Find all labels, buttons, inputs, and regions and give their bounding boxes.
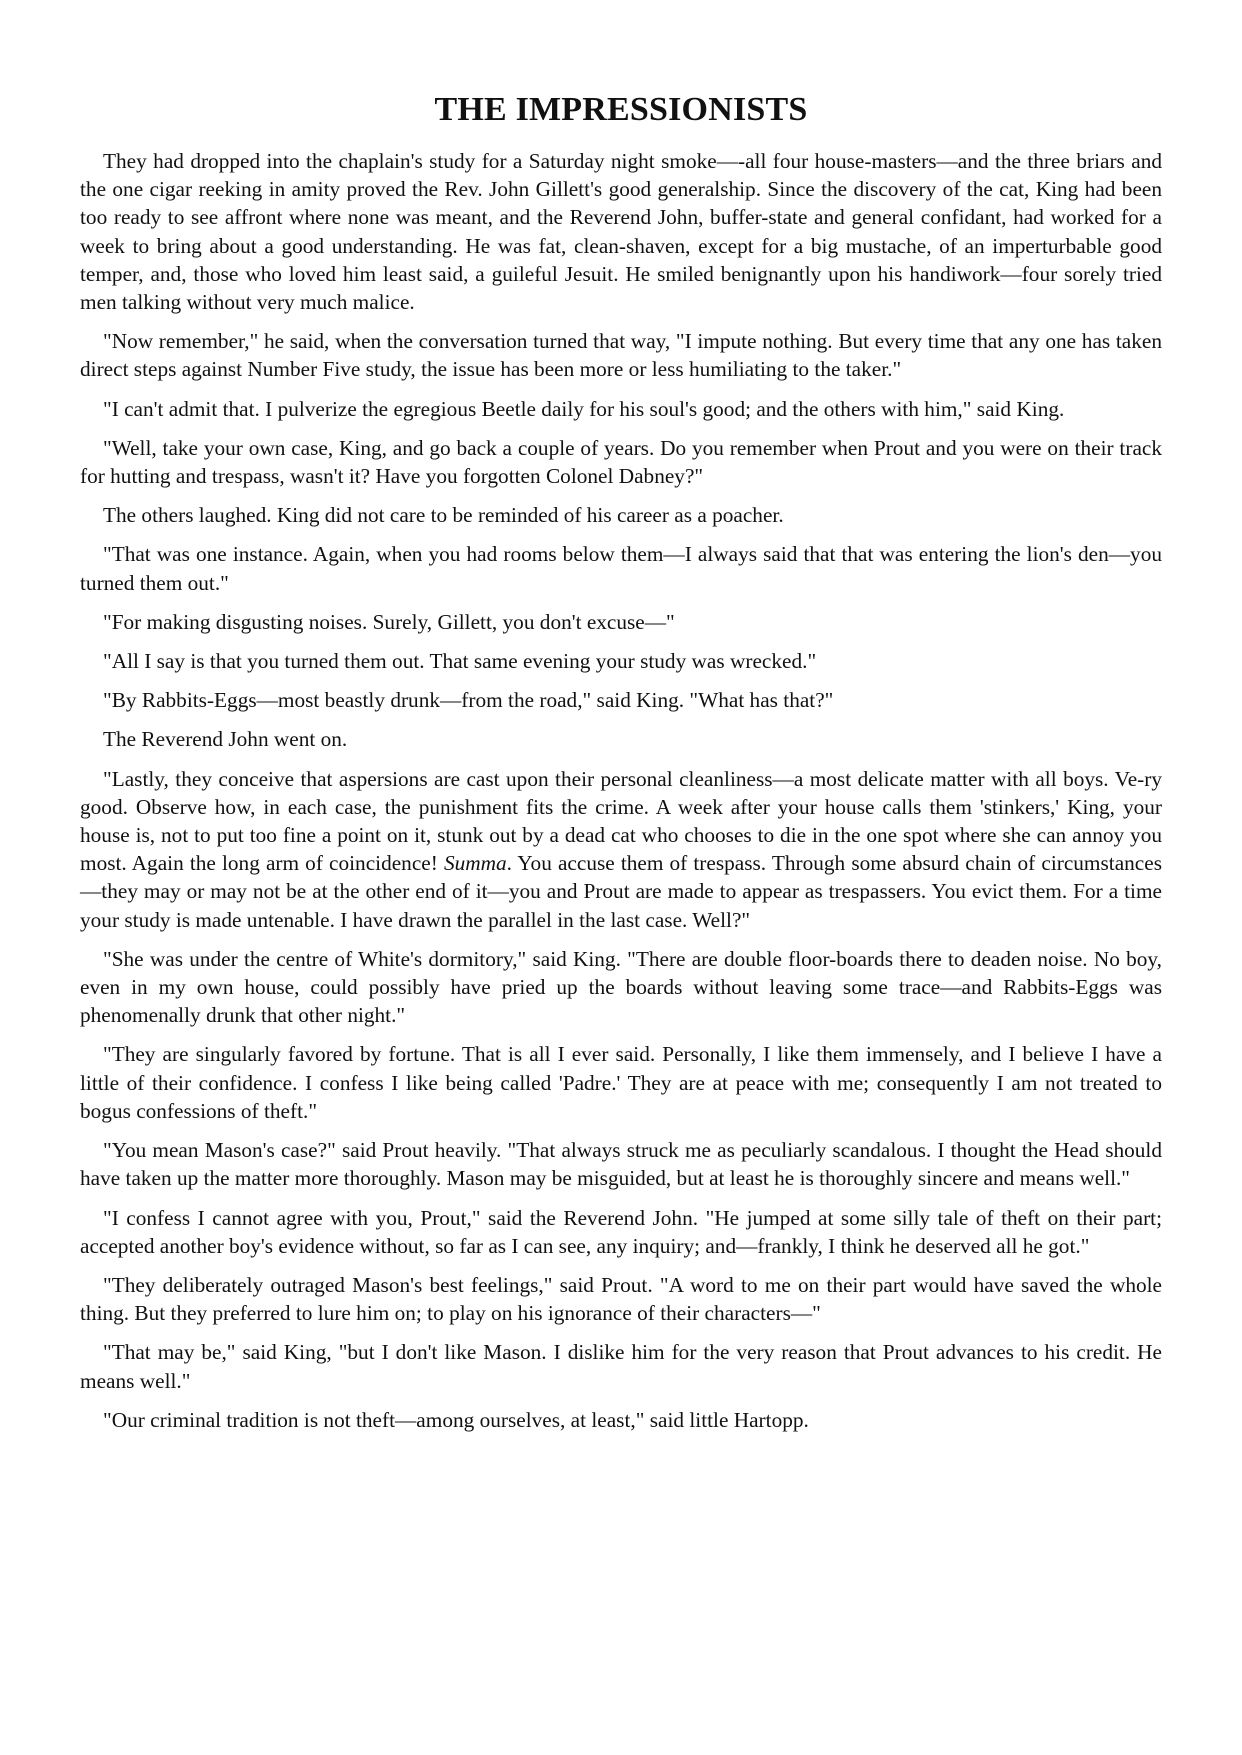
paragraph: "You mean Mason's case?" said Prout heavily. "That always struck me as peculiarly scandalous. I thought the Head should have taken up the matter more thoroughly. Mason may be misguided, but at least he is thoroughly sincere and means well." [80,1138,1162,1191]
paragraph: "Our criminal tradition is not theft—among ourselves, at least," said little Hartopp. [103,1407,809,1432]
summa-text-before: "Lastly, they conceive that aspersions are cast upon their personal cleanliness—a most delicate matter with all boys. Ve-ry good. Observe how, in each case, the punishment fits the crime. A week after your house calls them 'stinkers,' King, your house is, not to put too fine a point on it, stunk out by a dead cat who chooses to die in the one spot where she can annoy you most. Again the long arm of coincidence! [80,766,1162,876]
paragraph: "That was one instance. Again, when you had rooms below them—I always said that that was entering the lion's den—you turned them out." [80,542,1162,595]
paragraph-summa [80,765,1162,934]
paragraph: "Well, take your own case, King, and go back a couple of years. Do you remember when Prout and you were on their track for hutting and trespass, wasn't it? Have you forgotten Colonel Dabney?" [80,435,1162,489]
paragraph: "That may be," said King, "but I don't like Mason. I dislike him for the very reason that Prout advances to his credit. He means well." [80,1340,1162,1393]
paragraph: "I confess I cannot agree with you, Prout," said the Reverend John. "He jumped at some silly tale of theft on their part; accepted another boy's evidence without, so far as I can see, any inquiry; and—frankly, I think he deserved all he got." [80,1205,1162,1258]
paragraph: The others laughed. King did not care to be reminded of his career as a poacher. [103,503,784,528]
paragraph: "Now remember," he said, when the conversation turned that way, "I impute nothing. But every time that any one has taken direct steps against Number Five study, the issue has been more or less humiliating to the taker." [80,329,1162,382]
paragraph: "I can't admit that. I pulverize the egregious Beetle daily for his soul's good; and the others with him," said King. [103,396,1065,421]
summa-italic-word: Summa [443,851,507,876]
summa-text-after: . You accuse them of trespass. Through some absurd chain of circumstances—they may or may not be at the other end of it—you and Prout are made to appear as trespassers. You evict them. For a time your study is made untenable. I have drawn the parallel in the last case. Well?" [80,851,1162,932]
paragraph: The Reverend John went on. [103,727,348,752]
paragraph: "They deliberately outraged Mason's best feelings," said Prout. "A word to me on their part would have saved the whole thing. But they preferred to lure him on; to play on his ignorance of their characters—" [80,1272,1162,1326]
paragraph: "For making disgusting noises. Surely, Gillett, you don't excuse—" [103,609,675,634]
paragraph: "She was under the centre of White's dormitory," said King. "There are double floor-boards there to deaden noise. No boy, even in my own house, could possibly have pried up the boards without leaving some trace—and Rabbits-Eggs was phenomenally drunk that other night." [80,946,1162,1028]
document-page [80,88,1162,1445]
paragraph: "They are singularly favored by fortune. That is all I ever said. Personally, I like them immensely, and I believe I have a little of their confidence. I confess I like being called 'Padre.' They are at peace with me; consequently I am not treated to bogus confessions of theft." [80,1042,1162,1123]
chapter-title: THE IMPRESSIONISTS [434,91,808,128]
paragraph: They had dropped into the chaplain's study for a Saturday night smoke—-all four house-masters—and the three briars and the one cigar reeking in amity proved the Rev. John Gillett's good generalship. Since the discovery of the cat, King had been too ready to see affront where none was meant, and the Reverend John, buffer-state and general confidant, had worked for a week to bring about a good understanding. He was fat, clean-shaven, except for a big mustache, of an imperturbable good temper, and, those who loved him least said, a guileful Jesuit. He smiled benignantly upon his handiwork—four sorely tried men talking without very much malice. [80,149,1162,315]
paragraph: "By Rabbits-Eggs—most beastly drunk—from the road," said King. "What has that?" [103,688,834,713]
paragraph: "All I say is that you turned them out. That same evening your study was wrecked." [103,649,817,674]
